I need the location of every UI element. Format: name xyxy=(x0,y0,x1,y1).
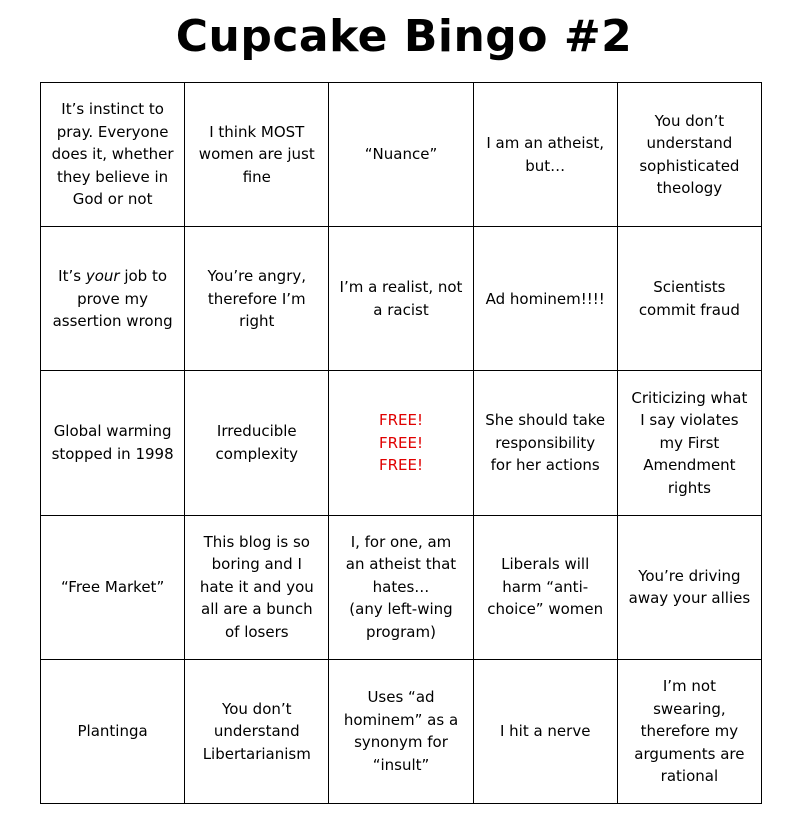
bingo-cell xyxy=(618,371,762,515)
cell-text: Ad hominem!!!! xyxy=(485,289,605,308)
cell-text: Plantinga xyxy=(77,722,148,741)
bingo-cell xyxy=(185,660,329,804)
bingo-cell xyxy=(185,371,329,515)
free-space-cell xyxy=(329,371,473,515)
page-title: Cupcake Bingo #2 xyxy=(175,11,633,62)
bingo-cell xyxy=(41,660,185,804)
cell-text: I’m not swearing, therefore my arguments are rational xyxy=(634,677,745,786)
cell-text: Uses “ad hominem” as a synonym for “insult” xyxy=(343,688,459,774)
bingo-cell xyxy=(474,83,618,227)
bingo-cell xyxy=(329,83,473,227)
bingo-cell xyxy=(329,660,473,804)
free-line: FREE! xyxy=(378,433,423,452)
cell-text: Scientists commit fraud xyxy=(638,278,740,319)
cell-text: I’m a realist, not a racist xyxy=(339,278,463,319)
cell-text: I hit a nerve xyxy=(499,722,591,741)
bingo-cell xyxy=(329,227,473,371)
bingo-cell xyxy=(185,83,329,227)
cell-text xyxy=(339,531,462,644)
cell-text: “Nuance” xyxy=(364,145,438,164)
bingo-cell xyxy=(474,227,618,371)
free-line: FREE! xyxy=(378,456,423,475)
cell-text: I am an atheist, but… xyxy=(486,134,605,175)
cell-text-emphasis: your xyxy=(85,267,120,286)
cell-text: Irreducible complexity xyxy=(215,422,299,463)
cell-text: This blog is so boring and I hate it and you all are a bunch of losers xyxy=(199,532,314,641)
bingo-cell xyxy=(41,83,185,227)
cell-text: Liberals will harm “anti-choice” women xyxy=(487,555,604,619)
cell-text: It’s instinct to pray. Everyone does it, whether they believe in God or not xyxy=(51,100,174,209)
bingo-cell xyxy=(185,227,329,371)
free-text xyxy=(379,409,423,477)
bingo-cell xyxy=(474,371,618,515)
bingo-cell xyxy=(41,371,185,515)
cell-text: You’re angry, therefore I’m right xyxy=(207,267,307,331)
bingo-cell xyxy=(618,516,762,660)
bingo-cell xyxy=(618,227,762,371)
free-line: FREE! xyxy=(378,411,423,430)
bingo-cell xyxy=(185,516,329,660)
cell-text: She should take responsibility for her actions xyxy=(485,411,606,475)
cell-text-part: It’s xyxy=(58,267,86,286)
bingo-cell xyxy=(41,227,185,371)
cell-text: You don’t understand Libertarianism xyxy=(202,699,311,763)
bingo-cell xyxy=(618,83,762,227)
cell-text: You’re driving away your allies xyxy=(628,566,751,608)
cell-text: I think MOST women are just fine xyxy=(198,122,315,186)
bingo-cell xyxy=(474,516,618,660)
cell-text: Criticizing what I say violates my First Amendment rights xyxy=(631,388,748,497)
cell-text: Global warming stopped in 1998 xyxy=(51,422,174,463)
cell-line: I, for one, am an atheist that hates… xyxy=(345,532,457,596)
cell-text xyxy=(51,265,174,333)
cell-text: “Free Market” xyxy=(60,577,165,596)
bingo-cell xyxy=(41,516,185,660)
bingo-cell xyxy=(618,660,762,804)
bingo-cell xyxy=(474,660,618,804)
cell-text-part: job to prove my assertion wrong xyxy=(52,267,173,331)
cell-line: (any left-wing program) xyxy=(349,600,453,641)
bingo-cell xyxy=(329,516,473,660)
bingo-board xyxy=(40,82,762,804)
cell-text: You don’t understand sophisticated theology xyxy=(639,111,740,198)
